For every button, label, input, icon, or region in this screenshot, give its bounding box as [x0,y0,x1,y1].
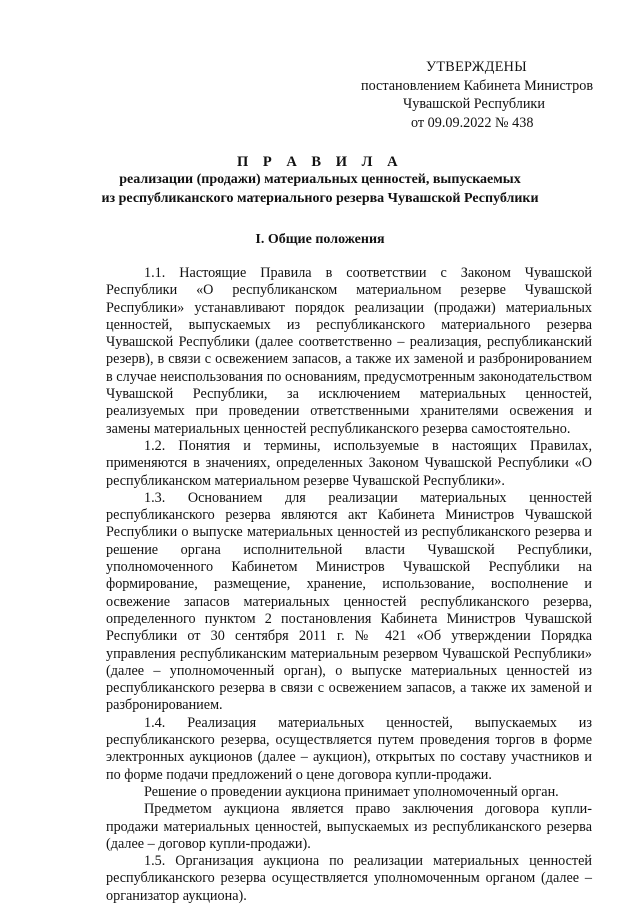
document-subtitle-line: из республиканского материального резерва Чувашской Республики [101,190,539,206]
paragraph-1-5: 1.5. Организация аукциона по реализации материальных ценностей республиканского резерва осуществляется уполномоченным органом (далее – организатор аукциона). [106,853,592,904]
paragraph-1-2: 1.2. Понятия и термины, используемые в настоящих Правилах, применяются в значениях, определенных Законом Чувашской Республики «О республиканском материальном резерве Чувашской Республики». [106,437,592,489]
approval-line-republic: Чувашской Республики [403,96,545,112]
document-title: П Р А В И Л А [236,154,404,170]
paragraph-1-4: 1.4. Реализация материальных ценностей, выпускаемых из республиканского резерва, осуществляется путем проведения торгов в форме электронных аукционов (далее – аукцион), открытых по составу участников и по форме подачи предложений о цене договора купли-продажи. [106,714,592,783]
paragraph-1-3: 1.3. Основанием для реализации материальных ценностей республиканского резерва являются акт Кабинета Министров Чувашской Республики о выпуске материальных ценностей из республиканского резерва и решение органа исполнительной власти Чувашской Республики, уполномоченного Кабинетом Министров Чувашской Республики на формирование, размещение, хранение, использование, восполнение и освежение запасов материальных ценностей республиканского резерва, определенного пунктом 2 постановления Кабинета Министров Чувашской Республики от 30 сентября 2011 г. № 421 «Об утверждении Порядка управления республиканским материальным резервом Чувашской Республики» (далее – уполномоченный орган), о выпуске материальных ценностей из республиканского резерва в связи с освежением запасов, а также их заменой и разбронированием. [106,489,592,714]
section-heading: I. Общие положения [255,232,385,247]
approval-title: УТВЕРЖДЕНЫ [426,59,527,75]
document-subtitle [0,171,640,208]
approval-stamp [356,58,596,132]
document-subtitle-line: реализации (продажи) материальных ценностей, выпускаемых [119,172,521,187]
approval-line-issuer: постановлением Кабинета Министров [361,77,594,94]
paragraph-1-1: 1.1. Настоящие Правила в соответствии с Законом Чувашской Республики «О республиканском материальном резерве Чувашской Республики» устанавливают порядок реализации (продажи) материальных ценностей, выпускаемых из республиканского материального резерва Чувашской Республики (далее соответственно – реализация, республиканский резерв), в связи с освежением запасов, а также их заменой и разбронированием в случае неиспользования по основаниям, предусмотренным законодательством Чувашской Республики, за исключением материальных ценностей, реализуемых при проведении ответственными хранителями освежения и замены материальных ценностей республиканского резерва самостоятельно. [106,265,592,437]
paragraph-1-4-subject: Предметом аукциона является право заключения договора купли-продажи материальных ценностей, выпускаемых из республиканского резерва (далее – договор купли-продажи). [106,801,592,852]
approval-line-date-number: от 09.09.2022 № 438 [411,114,534,131]
document-body [106,265,592,905]
paragraph-1-4-decision: Решение о проведении аукциона принимает уполномоченный орган. [144,783,559,800]
